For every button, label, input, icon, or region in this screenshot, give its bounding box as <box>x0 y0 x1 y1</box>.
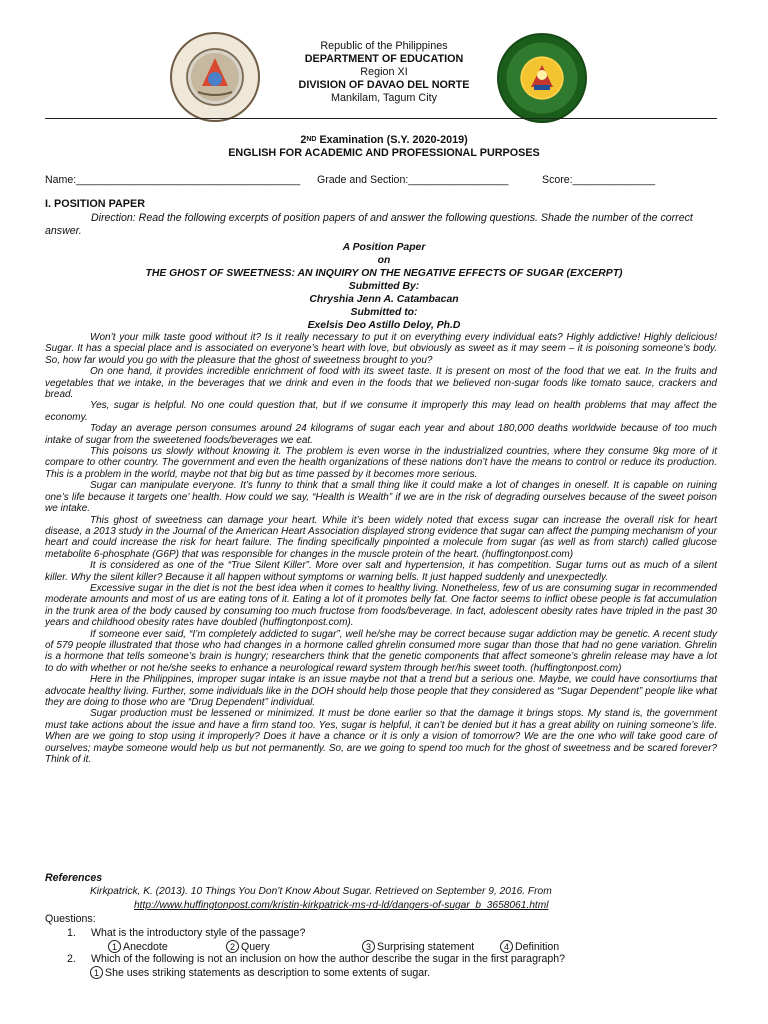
section-title: I. POSITION PAPER <box>45 198 145 210</box>
question-text: What is the introductory style of the passage? <box>91 927 306 939</box>
question-number: 2. <box>67 953 76 965</box>
option-2-query[interactable]: 2 Query <box>226 940 270 954</box>
paragraph: Sugar production must be lessened or minimized. It must be done earlier so that the damage it brings stops. My stand is, the government must take actions about the issue and have a firm stand too. Yes, sugar is helpful, it can’t be denied but it has a great ability on ruining someone’s life. When are we going to stop using it improperly? Does it have a chance or it is only a vision of tomorrow? We are the one who will take good care of ourselves; maybe someone would help us but not permanently. So, are we going to spend too much for the ghost of sweetness and be scared forever? Think of it. <box>45 708 717 766</box>
essay-body <box>45 332 717 765</box>
option-3-surprising-statement[interactable]: 3 Surprising statement <box>362 940 474 954</box>
header-region: Region XI <box>360 66 408 78</box>
paragraph: Sugar can manipulate everyone. It’s funny to think that a small thing like it could make a lot of changes in oneself. It is capable on ruining one’s life because it targets one’ health. How could we say, “Health is Wealth” if we are in the risk of degrading ourselves because of the sweet poison we intake. <box>45 480 717 515</box>
reference-entry: Kirkpatrick, K. (2013). 10 Things You Don’t Know About Sugar. Retrieved on September 9, 2016. From <box>90 886 552 897</box>
paper-author: Chryshia Jenn A. Catambacan <box>309 294 459 305</box>
shade-circle[interactable]: 2 <box>226 940 239 953</box>
paragraph: Won’t your milk taste good without it? Is it really necessary to put it on everything every individual eats? Highly addictive! Highly delicious! Sugar. It has a special place and is associated on everyone’s heart with love, but obviously as sweet as it may seem – it is poisoning someone’s body. So, how far would you go with the pleasure that the ghost of sweetness brought to you? <box>45 332 717 366</box>
header-division: DIVISION OF DAVAO DEL NORTE <box>298 79 470 91</box>
shade-circle[interactable]: 1 <box>108 940 121 953</box>
submitted-by-label: Submitted By: <box>348 281 420 292</box>
paper-label: A Position Paper <box>342 242 426 253</box>
paragraph: This poisons us slowly without knowing it. The problem is even worse in the industrialized countries, where they consume 9kg more of it compare to other country. The government and even the health organizations of these nations don’t have the means to control or reduce its production. This is a problem in the world, maybe not that big but as time passed by it becomes more serious. <box>45 446 717 480</box>
paragraph: It is considered as one of the “True Silent Killer”. More over salt and hypertension, it has competition. Sugar turns out as much of a silent killer. Why the silent killer? Because it all happen without symptoms or warning bells. It just happed suddenly and unexpectedly. <box>45 560 717 583</box>
paper-on: on <box>377 255 391 266</box>
shade-circle[interactable]: 3 <box>362 940 375 953</box>
questions-label: Questions: <box>45 913 96 925</box>
question-number: 1. <box>67 927 76 939</box>
exam-title: 2ND Examination (S.Y. 2020-2019) <box>300 134 468 146</box>
paragraph: This ghost of sweetness can damage your heart. While it’s been widely noted that excess sugar can increase the overall risk for heart disease, a 2013 study in the Journal of the American Heart Association displayed strong evidence that sugar can affect the pumping mechanism of your heart and could increase the risk for heart failure. The finding specifically pinpointed a molecule from sugar (as well as from starch) called glucose metabolite 6-phosphate (G6P) that was responsible for changes in the muscle protein of the heart. (huffingtonpost.com) <box>45 514 717 560</box>
paragraph: On one hand, it provides incredible enrichment of food with its sweet taste. It is present on most of the food that we eat. In the fruits and vegetables that we intake, in the beverages that we drink and even in the foods that we believed non-sugar foods like tomato sauce, crackers and bread. <box>45 366 717 401</box>
paragraph: Here in the Philippines, improper sugar intake is an issue maybe not that a trend but a serious one. Maybe, we could have consortiums that advocate healthy living. Further, some individuals like in the DOH should help those people that they considered as “Sugar Dependent” people like what they are doing to those who are “Drug Dependent” individual. <box>45 674 717 708</box>
header-republic: Republic of the Philippines <box>320 40 448 52</box>
paper-recipient: Exelsis Deo Astillo Deloy, Ph.D <box>307 320 461 331</box>
reference-link[interactable]: http://www.huffingtonpost.com/kristin-kirkpatrick-ms-rd-ld/dangers-of-sugar_b_3658061.html <box>134 900 549 911</box>
option-1-anecdote[interactable]: 1 Anecdote <box>108 940 168 954</box>
paragraph: Today an average person consumes around 24 kilograms of sugar each year and about 180,000 deaths worldwide because of too much intake of sugar from the sweetened foods/beverages we eat. <box>45 423 717 446</box>
direction-text: Direction: Read the following excerpts of position papers of and answer the following questions. Shade the number of the correct answer. <box>45 212 693 237</box>
shade-circle[interactable]: 1 <box>90 966 103 979</box>
question-1 <box>67 927 305 940</box>
question-2 <box>67 953 565 966</box>
score-field[interactable]: Score:______________ <box>542 174 656 186</box>
paper-title: THE GHOST OF SWEETNESS: AN INQUIRY ON THE NEGATIVE EFFECTS OF SUGAR (EXCERPT) <box>145 268 623 279</box>
paragraph: If someone ever said, “I’m completely addicted to sugar”, well he/she may be correct because sugar addiction may be genetic. A recent study of 579 people illustrated that those who had changes in a hormone called ghrelin consumed more sugar than those that had no gene variation. Ghrelin is a hormone that tells someone’s brain is hungry; researchers think that the genetic components that affect someone’s ghrelin release may have a lot to do with whether or not he/she seeks to enhance a neurological reward system through her/his sweet tooth. (huffingtonpost.com) <box>45 628 717 674</box>
paragraph: Yes, sugar is helpful. No one could question that, but if we consume it improperly this may lead on health problems that may affect the economy. <box>45 400 717 423</box>
option-4-definition[interactable]: 4 Definition <box>500 940 559 954</box>
references-label: References <box>45 872 103 884</box>
exam-subject: ENGLISH FOR ACADEMIC AND PROFESSIONAL PURPOSES <box>228 147 540 159</box>
header-department: DEPARTMENT OF EDUCATION <box>304 53 464 65</box>
submitted-to-label: Submitted to: <box>350 307 418 318</box>
option-1-striking-statements[interactable]: 1 She uses striking statements as description to some extents of sugar. <box>90 966 430 980</box>
grade-section-field[interactable]: Grade and Section:_________________ <box>317 174 509 186</box>
name-field[interactable]: Name:______________________________________ <box>45 174 301 186</box>
shade-circle[interactable]: 4 <box>500 940 513 953</box>
paragraph: Excessive sugar in the diet is not the best idea when it comes to healthy living. Nonetheless, few of us are consuming sugar in recommended moderate amounts and most of us are eating tons of it. Eating a lot of it promotes belly fat. One factor seems to inflict obese people is fat accumulation in the trunk area of the body caused by consuming too much fructose from foods/beverage. In fact, adolescent obesity rates have tripled in the past 30 years and childhood obesity rates have doubled (huffingtonpost.com). <box>45 582 717 629</box>
header-city: Mankilam, Tagum City <box>330 92 437 104</box>
header-divider <box>45 118 717 119</box>
question-text: Which of the following is not an inclusion on how the author describe the sugar in the first paragraph? <box>91 953 566 965</box>
